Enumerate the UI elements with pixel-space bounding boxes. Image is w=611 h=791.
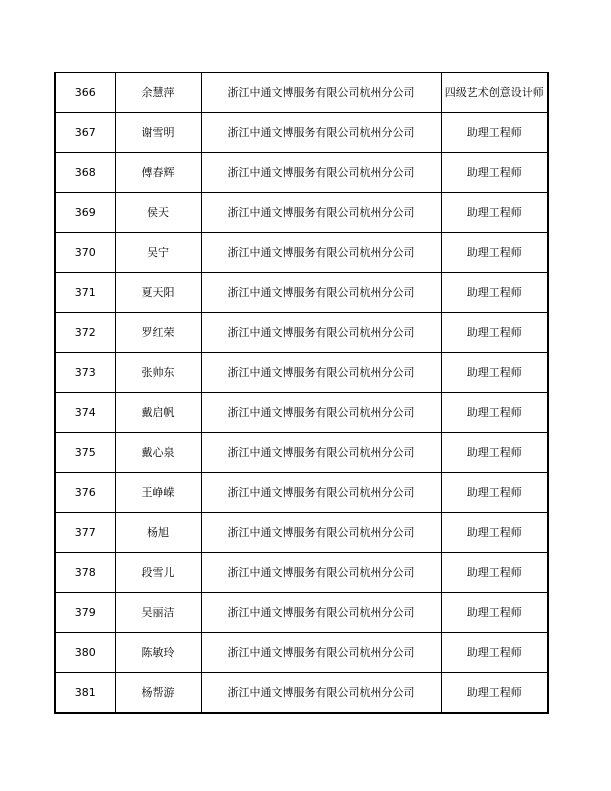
row-number-cell: 377 (55, 513, 115, 553)
company-cell: 浙江中通文博服务有限公司杭州分公司 (201, 513, 441, 553)
company-cell: 浙江中通文博服务有限公司杭州分公司 (201, 593, 441, 633)
company-cell: 浙江中通文博服务有限公司杭州分公司 (201, 313, 441, 353)
row-number-cell: 368 (55, 153, 115, 193)
company-cell: 浙江中通文博服务有限公司杭州分公司 (201, 273, 441, 313)
job-title-cell: 助理工程师 (441, 113, 548, 153)
table-row (55, 193, 548, 233)
row-number-cell: 373 (55, 353, 115, 393)
table-row (55, 353, 548, 393)
table-row (55, 633, 548, 673)
row-number-cell: 369 (55, 193, 115, 233)
company-cell: 浙江中通文博服务有限公司杭州分公司 (201, 433, 441, 473)
job-title-cell: 助理工程师 (441, 153, 548, 193)
person-name-cell: 吴宁 (115, 233, 201, 273)
table-row (55, 473, 548, 513)
row-number-cell: 381 (55, 673, 115, 714)
job-title-cell: 助理工程师 (441, 353, 548, 393)
job-title-cell: 四级艺术创意设计师 (441, 73, 548, 113)
person-name-cell: 侯天 (115, 193, 201, 233)
row-number-cell: 374 (55, 393, 115, 433)
table-row (55, 273, 548, 313)
table-row (55, 393, 548, 433)
company-cell: 浙江中通文博服务有限公司杭州分公司 (201, 153, 441, 193)
row-number-cell: 379 (55, 593, 115, 633)
table-row (55, 73, 548, 113)
job-title-cell: 助理工程师 (441, 553, 548, 593)
person-name-cell: 傅春辉 (115, 153, 201, 193)
job-title-cell: 助理工程师 (441, 193, 548, 233)
company-cell: 浙江中通文博服务有限公司杭州分公司 (201, 113, 441, 153)
company-cell: 浙江中通文博服务有限公司杭州分公司 (201, 233, 441, 273)
person-name-cell: 吴丽洁 (115, 593, 201, 633)
person-name-cell: 夏天阳 (115, 273, 201, 313)
table-row (55, 433, 548, 473)
row-number-cell: 375 (55, 433, 115, 473)
person-name-cell: 陈敏玲 (115, 633, 201, 673)
table-row (55, 553, 548, 593)
person-name-cell: 杨帮游 (115, 673, 201, 714)
company-cell: 浙江中通文博服务有限公司杭州分公司 (201, 633, 441, 673)
person-name-cell: 戴启帆 (115, 393, 201, 433)
company-cell: 浙江中通文博服务有限公司杭州分公司 (201, 193, 441, 233)
row-number-cell: 378 (55, 553, 115, 593)
row-number-cell: 367 (55, 113, 115, 153)
person-name-cell: 谢雪明 (115, 113, 201, 153)
person-name-cell: 余慧萍 (115, 73, 201, 113)
job-title-cell: 助理工程师 (441, 313, 548, 353)
table-row (55, 673, 548, 714)
job-title-cell: 助理工程师 (441, 633, 548, 673)
table-row (55, 593, 548, 633)
personnel-table (54, 72, 549, 714)
job-title-cell: 助理工程师 (441, 473, 548, 513)
table-row (55, 233, 548, 273)
job-title-cell: 助理工程师 (441, 513, 548, 553)
company-cell: 浙江中通文博服务有限公司杭州分公司 (201, 673, 441, 714)
job-title-cell: 助理工程师 (441, 273, 548, 313)
table-row (55, 153, 548, 193)
row-number-cell: 370 (55, 233, 115, 273)
table-body (55, 73, 548, 714)
job-title-cell: 助理工程师 (441, 393, 548, 433)
row-number-cell: 380 (55, 633, 115, 673)
table-row (55, 513, 548, 553)
row-number-cell: 372 (55, 313, 115, 353)
job-title-cell: 助理工程师 (441, 433, 548, 473)
job-title-cell: 助理工程师 (441, 593, 548, 633)
person-name-cell: 张帅东 (115, 353, 201, 393)
table-row (55, 113, 548, 153)
company-cell: 浙江中通文博服务有限公司杭州分公司 (201, 353, 441, 393)
person-name-cell: 杨旭 (115, 513, 201, 553)
company-cell: 浙江中通文博服务有限公司杭州分公司 (201, 393, 441, 433)
row-number-cell: 366 (55, 73, 115, 113)
person-name-cell: 罗红荣 (115, 313, 201, 353)
row-number-cell: 371 (55, 273, 115, 313)
job-title-cell: 助理工程师 (441, 233, 548, 273)
person-name-cell: 戴心泉 (115, 433, 201, 473)
person-name-cell: 段雪儿 (115, 553, 201, 593)
row-number-cell: 376 (55, 473, 115, 513)
job-title-cell: 助理工程师 (441, 673, 548, 714)
table-row (55, 313, 548, 353)
company-cell: 浙江中通文博服务有限公司杭州分公司 (201, 473, 441, 513)
company-cell: 浙江中通文博服务有限公司杭州分公司 (201, 73, 441, 113)
company-cell: 浙江中通文博服务有限公司杭州分公司 (201, 553, 441, 593)
person-name-cell: 王峥嵘 (115, 473, 201, 513)
